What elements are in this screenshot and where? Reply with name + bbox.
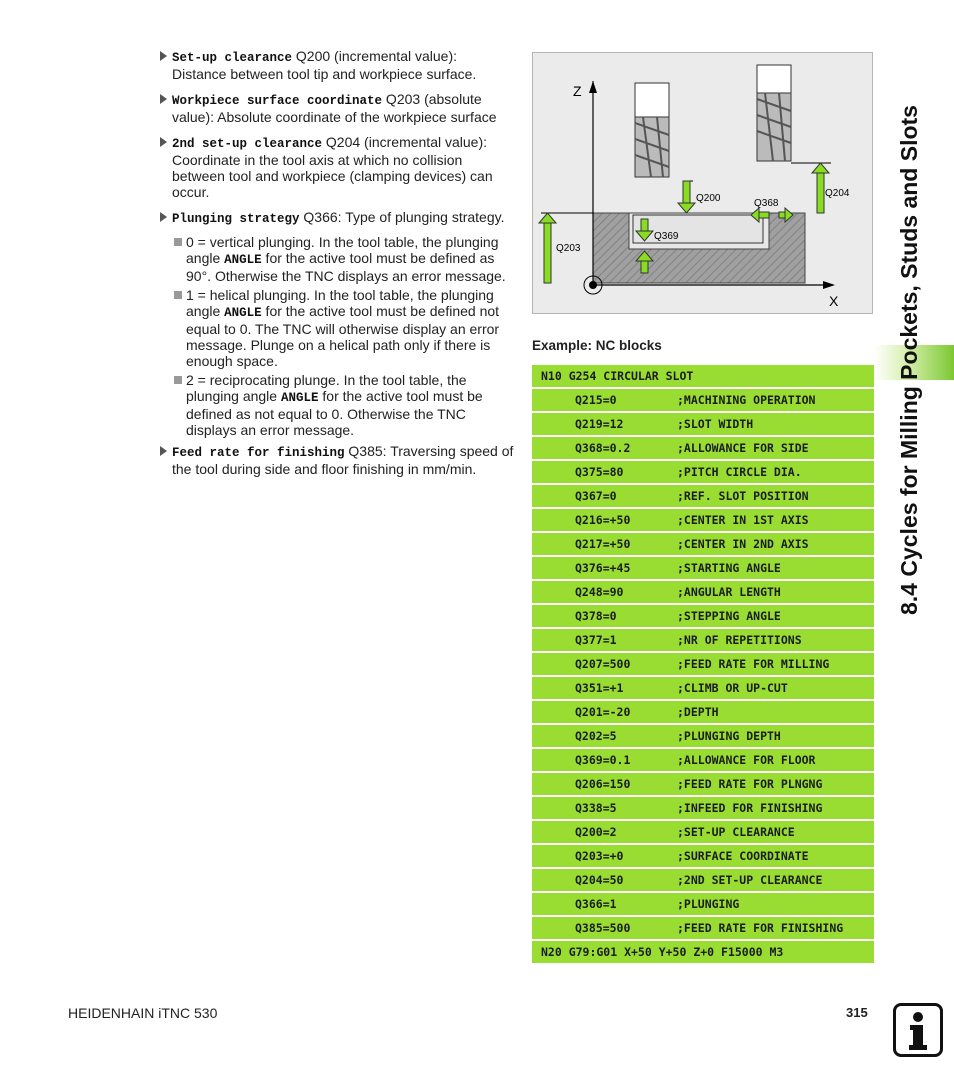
nc-row bbox=[532, 845, 874, 867]
diagram-svg bbox=[533, 53, 874, 315]
nc-row bbox=[532, 869, 874, 891]
nc-param: Q368=0.2 bbox=[575, 441, 631, 455]
nc-row bbox=[532, 581, 874, 603]
example-heading: Example: NC blocks bbox=[532, 338, 662, 353]
nc-row bbox=[532, 821, 874, 843]
square-bullet-icon bbox=[174, 291, 182, 299]
nc-comment: ;FEED RATE FOR MILLING bbox=[677, 657, 830, 671]
nc-row bbox=[532, 797, 874, 819]
arrow-bullet-icon bbox=[160, 446, 167, 456]
nc-param: Q215=0 bbox=[575, 393, 617, 407]
slot-cross-section-diagram bbox=[532, 52, 873, 314]
param-setup-clearance bbox=[158, 48, 514, 82]
param-code: Feed rate for finishing bbox=[172, 446, 345, 460]
nc-comment: ;PLUNGING DEPTH bbox=[677, 729, 781, 743]
nc-row bbox=[532, 773, 874, 795]
nc-comment: ;SURFACE COORDINATE bbox=[677, 849, 809, 863]
param-plunging-strategy bbox=[158, 209, 514, 227]
param-code: Set-up clearance bbox=[172, 51, 293, 65]
nc-row bbox=[532, 437, 874, 459]
square-bullet-icon bbox=[174, 376, 182, 384]
q369-label: Q369 bbox=[654, 231, 679, 242]
option-text: 1 = helical plunging. In the tool table, the plunging angle bbox=[186, 287, 494, 319]
footer-product: HEIDENHAIN iTNC 530 bbox=[68, 1005, 218, 1021]
param-code: 2nd set-up clearance bbox=[172, 137, 323, 151]
arrow-bullet-icon bbox=[160, 94, 167, 104]
nc-comment: ;REF. SLOT POSITION bbox=[677, 489, 809, 503]
nc-comment: ;INFEED FOR FINISHING bbox=[677, 801, 823, 815]
nc-param: Q204=50 bbox=[575, 873, 624, 887]
plunge-option-2 bbox=[158, 372, 514, 438]
nc-comment: ;ANGULAR LENGTH bbox=[677, 585, 781, 599]
param-text: Q200 (incremental value): Distance between tool tip and workpiece surface. bbox=[172, 48, 477, 82]
nc-param: Q200=2 bbox=[575, 825, 617, 839]
nc-comment: ;FEED RATE FOR FINISHING bbox=[677, 921, 844, 935]
arrow-bullet-icon bbox=[160, 51, 167, 61]
nc-param: Q206=150 bbox=[575, 777, 631, 791]
plunge-option-0 bbox=[158, 234, 514, 284]
nc-param: Q217=+50 bbox=[575, 537, 631, 551]
option-code: ANGLE bbox=[224, 253, 262, 267]
nc-param: Q207=500 bbox=[575, 657, 631, 671]
nc-param: Q216=+50 bbox=[575, 513, 631, 527]
nc-comment: ;ALLOWANCE FOR SIDE bbox=[677, 441, 809, 455]
info-icon bbox=[893, 1003, 943, 1057]
axis-z-label: Z bbox=[573, 83, 582, 99]
nc-comment: ;SLOT WIDTH bbox=[677, 417, 754, 431]
nc-comment: ;CENTER IN 2ND AXIS bbox=[677, 537, 809, 551]
nc-row bbox=[532, 461, 874, 483]
param-feed-finishing bbox=[158, 443, 514, 477]
option-code: ANGLE bbox=[224, 306, 262, 320]
option-text: for the active tool must be defined as 90°. Otherwise the TNC displays an error message. bbox=[186, 250, 506, 284]
nc-row bbox=[532, 629, 874, 651]
nc-row bbox=[532, 653, 874, 675]
axis-x-label: X bbox=[829, 293, 839, 309]
nc-row bbox=[532, 533, 874, 555]
option-text: 0 = vertical plunging. In the tool table, the plunging angle bbox=[186, 234, 499, 266]
nc-comment: ;CENTER IN 1ST AXIS bbox=[677, 513, 809, 527]
parameter-list bbox=[158, 48, 514, 486]
end-mill-tool-right bbox=[757, 65, 791, 161]
page-number: 315 bbox=[846, 1005, 868, 1020]
param-text: Q366: Type of plunging strategy. bbox=[299, 209, 505, 225]
nc-row bbox=[532, 749, 874, 771]
nc-row bbox=[532, 557, 874, 579]
nc-comment: ;PLUNGING bbox=[677, 897, 740, 911]
param-2nd-setup-clearance bbox=[158, 134, 514, 200]
nc-row bbox=[532, 509, 874, 531]
nc-comment: ;CLIMB OR UP-CUT bbox=[677, 681, 788, 695]
nc-row bbox=[532, 605, 874, 627]
option-text: 2 = reciprocating plunge. In the tool table, the plunging angle bbox=[186, 372, 467, 404]
nc-row bbox=[532, 485, 874, 507]
param-text: Q385: Traversing speed of the tool during side and floor finishing in mm/min. bbox=[172, 443, 514, 477]
nc-param: Q202=5 bbox=[575, 729, 617, 743]
nc-comment: ;NR OF REPETITIONS bbox=[677, 633, 802, 647]
nc-param: Q248=90 bbox=[575, 585, 624, 599]
nc-param: Q219=12 bbox=[575, 417, 624, 431]
q368-label: Q368 bbox=[754, 198, 779, 209]
nc-comment: ;SET-UP CLEARANCE bbox=[677, 825, 795, 839]
param-text: Q203 (absolute value): Absolute coordinate of the workpiece surface bbox=[172, 91, 497, 125]
nc-comment: ;ALLOWANCE FOR FLOOR bbox=[677, 753, 816, 767]
nc-comment: ;STARTING ANGLE bbox=[677, 561, 781, 575]
param-text: Q204 (incremental value): Coordinate in the tool axis at which no collision between tool and workpiece (clamping devices) can occur. bbox=[172, 134, 493, 200]
nc-row bbox=[532, 677, 874, 699]
nc-param: Q369=0.1 bbox=[575, 753, 631, 767]
info-icon-glyph bbox=[896, 1006, 940, 1054]
q200-label: Q200 bbox=[696, 193, 721, 204]
nc-param: Q377=1 bbox=[575, 633, 617, 647]
arrow-bullet-icon bbox=[160, 212, 167, 222]
nc-comment: ;FEED RATE FOR PLNGNG bbox=[677, 777, 823, 791]
nc-param: Q338=5 bbox=[575, 801, 617, 815]
param-surface-coordinate bbox=[158, 91, 514, 125]
nc-param: Q351=+1 bbox=[575, 681, 624, 695]
end-mill-tool-left bbox=[635, 83, 669, 177]
nc-block-table bbox=[532, 365, 874, 965]
q203-label: Q203 bbox=[556, 243, 581, 254]
nc-param: Q378=0 bbox=[575, 609, 617, 623]
param-code: Workpiece surface coordinate bbox=[172, 94, 383, 108]
nc-param: Q375=80 bbox=[575, 465, 624, 479]
workpiece bbox=[593, 213, 805, 283]
nc-param: Q203=+0 bbox=[575, 849, 624, 863]
arrow-bullet-icon bbox=[160, 137, 167, 147]
nc-comment: ;MACHINING OPERATION bbox=[677, 393, 816, 407]
nc-row-tail: N20 G79:G01 X+50 Y+50 Z+0 F15000 M3 bbox=[532, 941, 874, 963]
q204-label: Q204 bbox=[825, 188, 850, 199]
option-text: for the active tool must be defined as not equal to 0. Otherwise the TNC displays an error message. bbox=[186, 388, 483, 438]
square-bullet-icon bbox=[174, 238, 182, 246]
nc-row-head: N10 G254 CIRCULAR SLOT bbox=[532, 365, 874, 387]
nc-row bbox=[532, 389, 874, 411]
plunge-option-1 bbox=[158, 287, 514, 369]
nc-param: Q366=1 bbox=[575, 897, 617, 911]
nc-row bbox=[532, 917, 874, 939]
nc-comment: ;DEPTH bbox=[677, 705, 719, 719]
option-text: for the active tool must be defined not equal to 0. The TNC will otherwise display an error message. Plunge on a helical path only if there is enough space. bbox=[186, 303, 500, 369]
nc-row bbox=[532, 413, 874, 435]
nc-row bbox=[532, 725, 874, 747]
nc-row bbox=[532, 893, 874, 915]
nc-row bbox=[532, 701, 874, 723]
nc-comment: ;2ND SET-UP CLEARANCE bbox=[677, 873, 823, 887]
nc-param: Q367=0 bbox=[575, 489, 617, 503]
nc-comment: ;STEPPING ANGLE bbox=[677, 609, 781, 623]
nc-param: Q376=+45 bbox=[575, 561, 631, 575]
nc-comment: ;PITCH CIRCLE DIA. bbox=[677, 465, 802, 479]
nc-param: Q201=-20 bbox=[575, 705, 631, 719]
option-code: ANGLE bbox=[280, 391, 319, 405]
nc-param: Q385=500 bbox=[575, 921, 631, 935]
param-code: Plunging strategy bbox=[172, 212, 300, 226]
chapter-title-text: 8.4 Cycles for Milling Pockets, Studs and Slots bbox=[896, 105, 922, 615]
